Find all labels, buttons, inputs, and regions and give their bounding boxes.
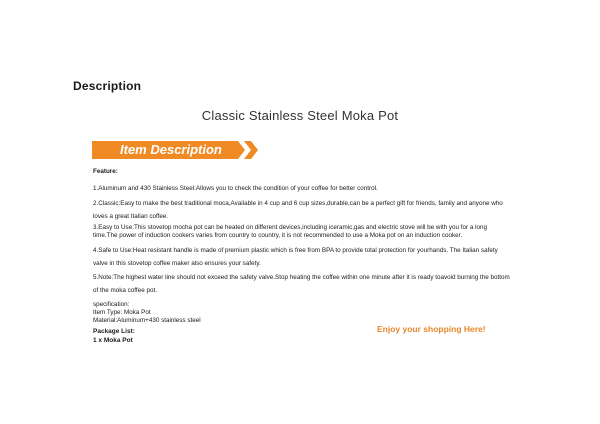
feature-item: 4.Safe to Use:Heat resistant handle is made of premium plastic which is free from BPA to provide total protection for yourhands. The Italian safety valve in this stovetop coffee maker also ensures your safety. bbox=[93, 247, 498, 267]
product-title: Classic Stainless Steel Moka Pot bbox=[201, 108, 399, 123]
item-description-banner bbox=[92, 141, 262, 159]
description-body bbox=[93, 168, 511, 325]
package-list bbox=[93, 327, 135, 345]
feature-item: 5.Note:The highest water line should not exceed the safety valve.Stop heating the coffee within one minute after it is ready toavoid burning the bottom of the moka coffee pot. bbox=[93, 274, 510, 294]
package-heading: Package List: bbox=[93, 328, 135, 335]
feature-item: 3.Easy to Use:This stovetop mocha pot can be heated on different devices,including iceramic,gas and electric stove will be with you for a long time.The power of induction cookers varies from country to country, it is not recommended to use a Moka pot on an induction cooker. bbox=[93, 224, 488, 239]
feature-item: 2.Classic:Easy to make the best traditional moca,Available in 4 cup and 6 cup sizes,durable,can be a perfect gift for friends, family and anyone who loves a great Italian coffee. bbox=[93, 200, 503, 220]
feature-heading: Feature: bbox=[93, 168, 118, 175]
specification-heading: specification: bbox=[93, 301, 130, 308]
specification-material: Material:Aluminum+430 stainless steel bbox=[93, 317, 201, 324]
banner-label: Item Description bbox=[120, 142, 222, 157]
specification bbox=[93, 301, 511, 325]
section-heading: Description bbox=[73, 79, 142, 93]
feature-item: 1.Aluminum and 430 Stainless Steel:Allows you to check the condition of your coffee for better control. bbox=[93, 185, 378, 192]
closing-message: Enjoy your shopping Here! bbox=[377, 324, 486, 334]
specification-item-type: Item Type: Moka Pot bbox=[93, 309, 151, 316]
package-item: 1 x Moka Pot bbox=[93, 337, 133, 344]
